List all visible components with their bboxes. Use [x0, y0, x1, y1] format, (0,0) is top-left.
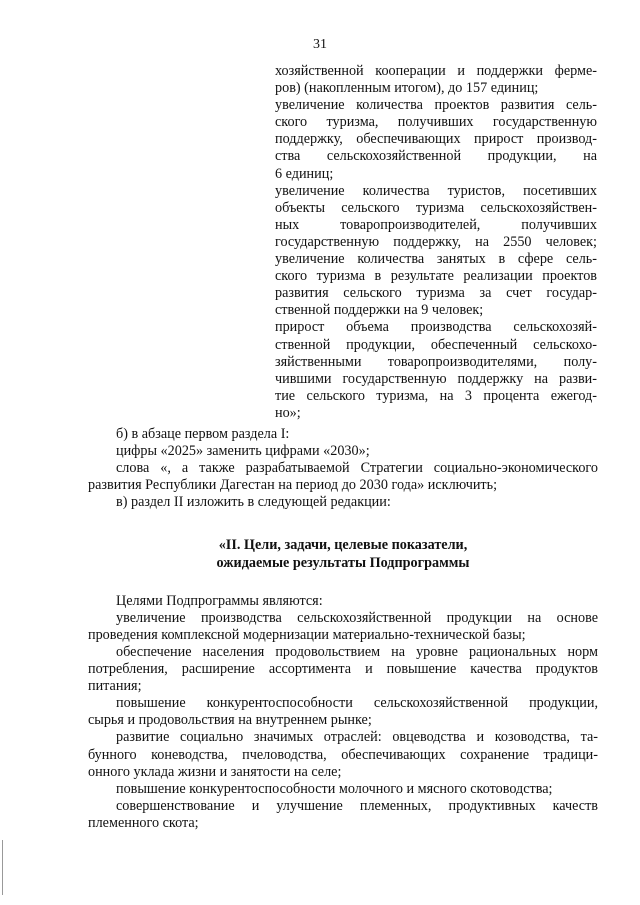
text-line: зяйственными товаропроизводителями, полу-	[275, 353, 597, 370]
text-line: ского туризма, получивших государственную	[275, 114, 597, 131]
goal-line: повышение конкурентоспособности сельскохозяйственной продукции,	[116, 695, 598, 712]
amendment-line: цифры «2025» заменить цифрами «2030»;	[116, 443, 370, 460]
text-line: увеличение количества туристов, посетивших	[275, 182, 597, 199]
text-line: объекты сельского туризма сельскохозяйствен-	[275, 199, 597, 216]
text-line: государственную поддержку, на 2550 человек;	[275, 233, 597, 250]
goals-intro: Целями Подпрограммы являются:	[116, 592, 323, 609]
text-line: поддержку, обеспечивающих прирост производ-	[275, 131, 597, 148]
amendment-line: в) раздел II изложить в следующей редакции:	[116, 494, 391, 511]
text-line: ственной продукции, обеспеченный сельскохо-	[275, 336, 597, 353]
goal-line: онного уклада жизни и занятости на селе;	[88, 763, 342, 780]
main-body-text	[88, 426, 598, 832]
text-line: ственной поддержки на 9 человек;	[275, 302, 484, 319]
right-column-text	[275, 63, 597, 422]
goal-line: увеличение производства сельскохозяйственной продукции на основе	[116, 609, 598, 626]
text-line: ных товаропроизводителей, получивших	[275, 216, 597, 233]
section-heading: «II. Цели, задачи, целевые показатели,	[218, 537, 468, 554]
text-line: ства сельскохозяйственной продукции, на	[275, 148, 597, 165]
text-line: но»;	[275, 404, 301, 421]
text-line: тие сельского туризма, на 3 процента ежегод-	[275, 387, 597, 404]
text-line: ров) (накопленным итогом), до 157 единиц;	[275, 80, 539, 97]
goal-line: сырья и продовольствия на внутреннем рынке;	[88, 712, 372, 729]
text-line: хозяйственной кооперации и поддержки фермe-	[275, 63, 597, 79]
text-line: увеличение количества занятых в сфере сель-	[275, 251, 597, 268]
goal-line: совершенствование и улучшение племенных, продуктивных качеств	[116, 797, 598, 814]
text-line: 6 единиц;	[275, 165, 334, 182]
page-number: 31	[313, 37, 327, 52]
text-line: ского туризма в результате реализации проектов	[275, 268, 597, 285]
text-line: прирост объема производства сельскохозяй-	[275, 319, 597, 336]
goal-line: развитие социально значимых отраслей: овцеводства и козоводства, та-	[116, 729, 598, 746]
scan-edge-mark	[2, 840, 3, 895]
amendment-line: слова «, а также разрабатываемой Стратегии социально-экономического	[116, 460, 598, 477]
goal-line: потребления, расширение ассортимента и повышение качества продуктов	[88, 661, 598, 678]
text-line: увеличение количества проектов развития сель-	[275, 97, 597, 114]
text-line: развития сельского туризма за счет государ-	[275, 285, 597, 302]
goal-line: бунного коневодства, пчеловодства, обеспечивающих сохранение традици-	[88, 746, 598, 763]
section-heading: ожидаемые результаты Подпрограммы	[216, 554, 470, 571]
text-line: чившими государственную поддержку на разви-	[275, 370, 597, 387]
goal-line: питания;	[88, 678, 142, 695]
goal-line: повышение конкурентоспособности молочного и мясного скотоводства;	[116, 780, 553, 797]
amendment-line: развития Республики Дагестан на период до 2030 года» исключить;	[88, 477, 498, 494]
goal-line: проведения комплексной модернизации материально-технической базы;	[88, 626, 526, 643]
goal-line: обеспечение населения продовольствием на уровне рациональных норм	[116, 643, 598, 660]
amendment-line: б) в абзаце первом раздела I:	[116, 426, 290, 442]
goal-line: племенного скота;	[88, 814, 199, 831]
